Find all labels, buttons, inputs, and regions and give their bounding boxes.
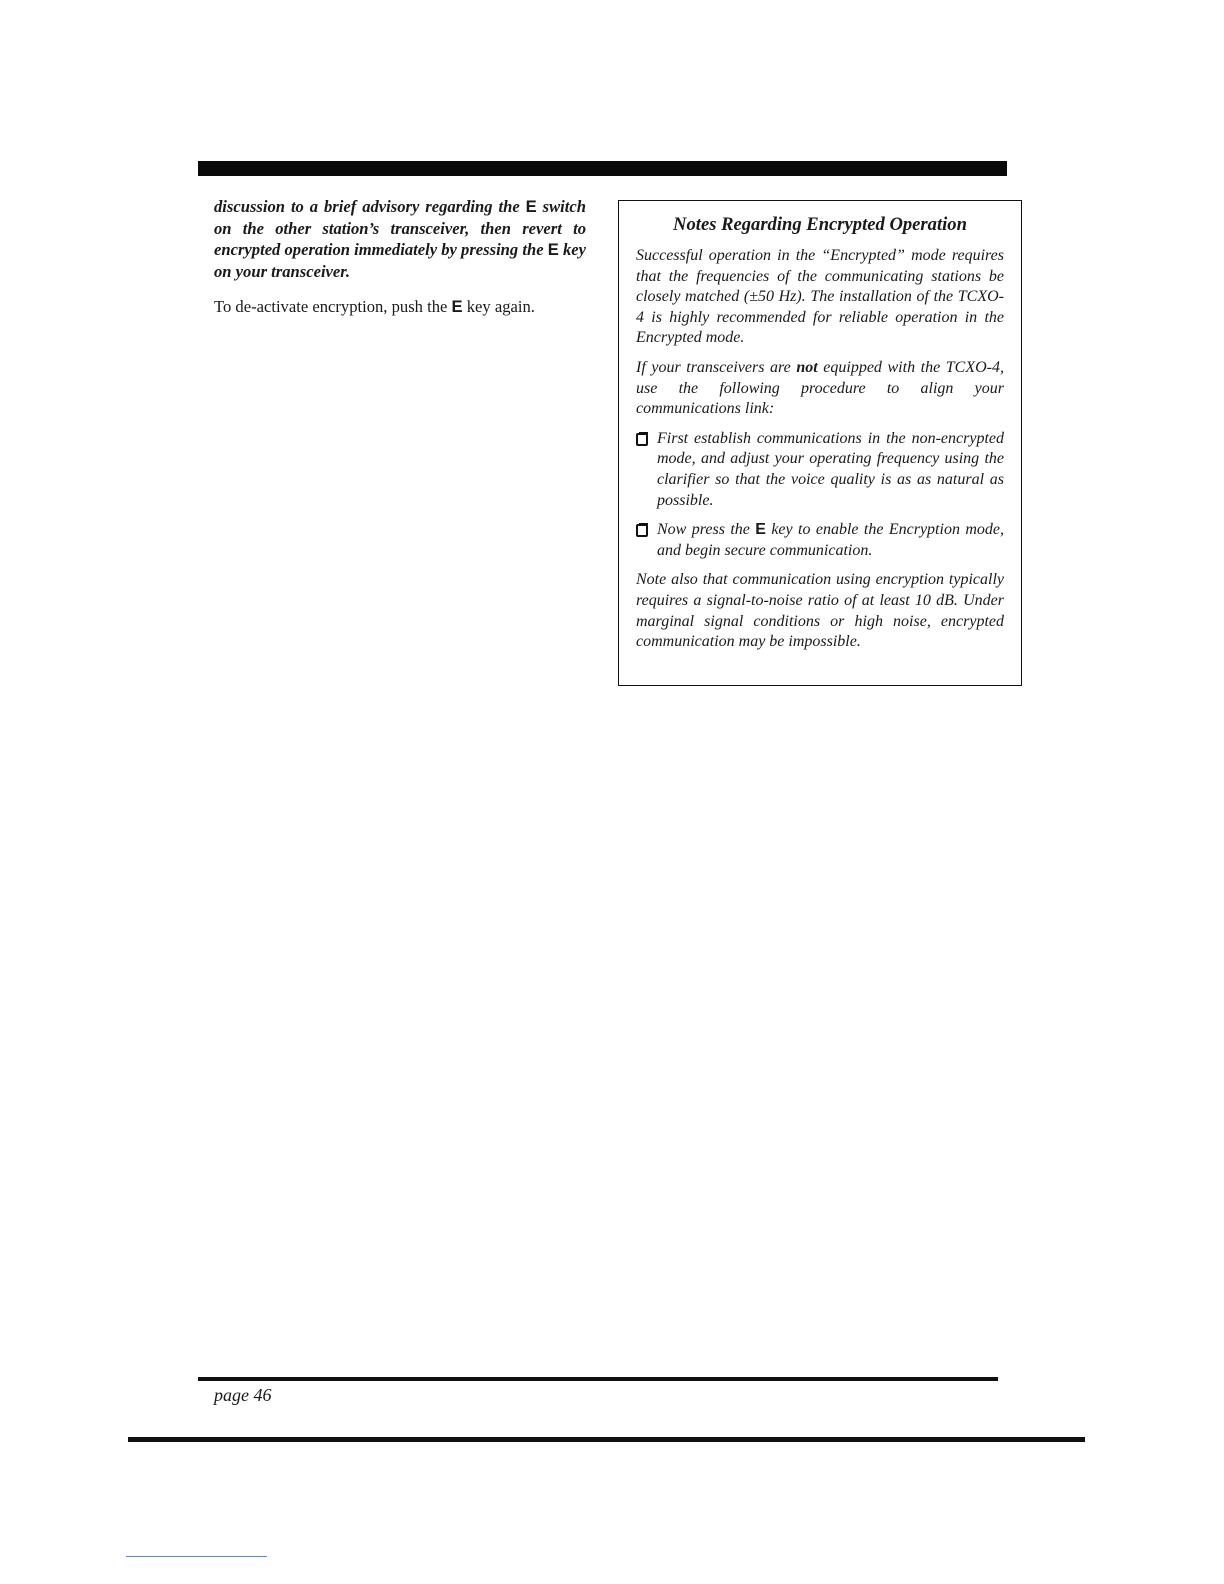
step-item xyxy=(636,429,1004,511)
step-text-1: Now press the xyxy=(657,521,756,539)
lead-text-2: switch on the other station’s transceiver, then revert to encrypted operation immediately by pressing the xyxy=(214,197,586,259)
lead-text-1: discussion to a brief advisory regarding the xyxy=(214,197,526,216)
e-key-label: E xyxy=(525,197,537,216)
top-rule xyxy=(198,161,1007,176)
lead-text-3: key on your transceiver. xyxy=(214,240,586,281)
checkbox-icon xyxy=(636,433,648,446)
deactivate-paragraph xyxy=(214,296,586,318)
e-key-label: E xyxy=(547,240,559,259)
notes-paragraph-procedure xyxy=(636,358,1004,420)
scan-artifact-line xyxy=(126,1556,267,1557)
procedure-text-2: equipped with the TCXO-4, use the following procedure to align your communications link: xyxy=(636,358,1004,418)
lead-paragraph xyxy=(214,196,586,282)
procedure-text-1: If your transceivers are xyxy=(636,358,797,376)
checkbox-icon xyxy=(636,524,648,537)
deactivate-text-1: To de-activate encryption, push the xyxy=(214,297,452,316)
notes-paragraph-frequency: Successful operation in the “Encrypted” mode requires that the frequencies of the communicating stations be closely matched (±50 Hz). The installation of the TCXO-4 is highly recommended for reliable operation in the Encrypted mode. xyxy=(636,247,1004,347)
e-key-label: E xyxy=(755,521,766,539)
footer-rule xyxy=(198,1377,998,1381)
step-text-2: key to enable the Encryption mode, and begin secure communication. xyxy=(657,521,1004,559)
step-item xyxy=(636,520,1004,561)
page-number: page 46 xyxy=(214,1385,272,1405)
notes-paragraph-snr: Note also that communication using encryption typically requires a signal-to-noise ratio of at least 10 dB. Under marginal signal conditions or high noise, encrypted communication may be impossible. xyxy=(636,571,1004,651)
deactivate-text-2: key again. xyxy=(462,297,535,316)
bottom-rule xyxy=(128,1437,1085,1442)
step-text: First establish communications in the non-encrypted mode, and adjust your operating frequency using the clarifier so that the voice quality is as as natural as possible. xyxy=(657,429,1004,509)
procedure-emphasis: not xyxy=(796,358,818,376)
notes-title: Notes Regarding Encrypted Operation xyxy=(673,214,967,235)
encrypted-operation-notes-box xyxy=(618,200,1022,686)
e-key-label: E xyxy=(451,297,463,316)
left-column xyxy=(214,196,586,318)
